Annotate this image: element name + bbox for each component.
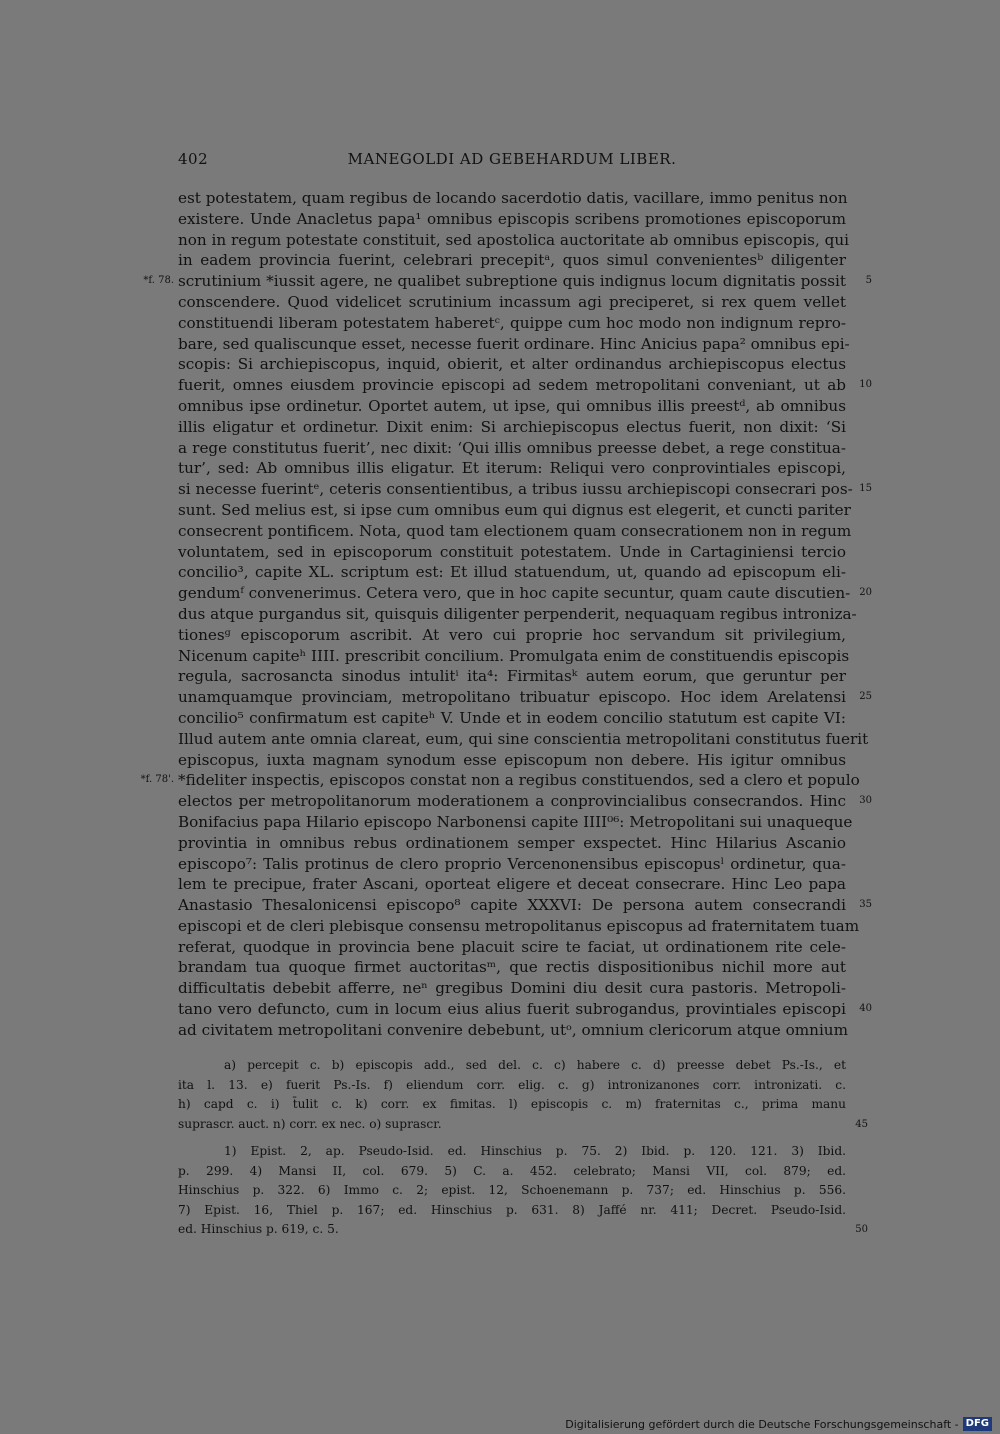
text-line (178, 375, 872, 396)
line-text: existere. Unde Anacletus papa¹ omnibus episcopis scribens promotiones episcoporum (178, 209, 846, 228)
credit-text: Digitalisierung gefördert durch die Deutsche Forschungsgemeinschaft - (565, 1417, 959, 1431)
running-title: MANEGOLDI AD GEBEHARDUM LIBER. (347, 150, 677, 168)
line-text: in eadem provincia fuerint, celebrari precepitᵃ, quos simul convenientesᵇ diligenter (178, 251, 846, 270)
line-text: h) capd c. i) t̄ulit c. k) corr. ex fimitas. l) episcopis c. m) fraternitas c., prima manu (178, 1097, 846, 1111)
text-line (178, 812, 853, 833)
text-line (178, 188, 846, 209)
text-line (178, 1020, 846, 1041)
note-line (178, 1115, 868, 1135)
note-line (178, 1201, 846, 1221)
text-line (178, 916, 860, 937)
line-text: ed. Hinschius p. 619, c. 5. (178, 1222, 339, 1236)
note-line (178, 1181, 846, 1201)
line-text: dus atque purgandus sit, quisquis diligenter perpenderit, nequaquam regibus introniza- (178, 604, 857, 623)
text-line (178, 438, 846, 459)
running-header (178, 150, 846, 172)
line-text: concilio³, capite XL. scriptum est: Et illud statuendum, ut, quando ad episcopum eli- (178, 563, 846, 582)
line-number: 15 (859, 483, 872, 495)
line-text: brandam tua quoque firmet auctoritasᵐ, que rectis dispositionibus nichil more aut (178, 958, 846, 977)
text-line (178, 209, 846, 230)
line-text: 1) Epist. 2, ap. Pseudo-Isid. ed. Hinschius p. 75. 2) Ibid. p. 120. 121. 3) Ibid. (224, 1144, 846, 1158)
text-line (178, 937, 846, 958)
line-text: episcopo⁷: Talis protinus de clero proprio Vercenonensibus episcopusˡ ordinetur, qua- (178, 854, 846, 873)
line-text: suprascr. auct. n) corr. ex nec. o) suprascr. (178, 1116, 442, 1131)
line-text: non in regum potestate constituit, sed apostolica auctoritate ab omnibus episcopis, qui (178, 230, 849, 249)
line-text: fuerit, omnes eiusdem provincie episcopi ad sedem metropolitani conveniant, ut ab (178, 376, 846, 395)
line-number: 45 (855, 1118, 868, 1130)
line-text: lem te precipue, frater Ascani, oporteat eligere et deceat consecrare. Hinc Leo papa (178, 875, 846, 894)
line-text: est potestatem, quam regibus de locando sacerdotio datis, vacillare, immo penitus non (178, 189, 848, 207)
note-line (178, 1162, 846, 1182)
line-text: ad civitatem metropolitani convenire debebunt, utᵒ, omnium clericorum atque omnium (178, 1020, 848, 1039)
main-text (140, 188, 872, 1041)
margin-folio-note: *f. 78. (143, 275, 174, 287)
line-text: 7) Epist. 16, Thiel p. 167; ed. Hinschius p. 631. 8) Jaffé nr. 411; Decret. Pseudo-Isid. (178, 1202, 846, 1217)
line-text: voluntatem, sed in episcoporum constituit potestatem. Unde in Cartaginiensi tercio (178, 542, 846, 561)
line-text: scrutinium *iussit agere, ne qualibet subreptione quis indignus locum dignitatis possit (178, 272, 846, 291)
text-line (143, 271, 872, 292)
critical-apparatus (178, 1056, 868, 1134)
page-number: 402 (178, 150, 209, 168)
line-text: sunt. Sed melius est, si ipse cum omnibus eum qui dignus est elegerit, et cuncti pariter (178, 500, 851, 519)
line-text: unamquamque provinciam, metropolitano tribuatur episcopo. Hoc idem Arelatensi (178, 688, 846, 707)
text-line (178, 500, 851, 521)
line-text: conscendere. Quod videlicet scrutinium incassum agi preciperet, si rex quem vellet (178, 292, 846, 311)
text-line (178, 874, 846, 895)
text-line (178, 313, 846, 334)
line-text: omnibus ipse ordinetur. Oportet autem, ut ipse, qui omnibus illis preestᵈ, ab omnibus (178, 396, 846, 415)
text-line (178, 417, 846, 438)
line-text: episcopus, iuxta magnam synodum esse episcopum non debere. His igitur omnibus (178, 750, 846, 769)
digitization-credit (565, 1416, 992, 1432)
line-text: Nicenum capiteʰ IIII. prescribit concilium. Promulgata enim de constituendis episcopis (178, 646, 850, 665)
line-number: 5 (865, 275, 872, 287)
line-text: electos per metropolitanorum moderationem a conprovincialibus consecrandos. Hinc (178, 792, 846, 811)
line-number: 30 (859, 795, 872, 807)
line-text: scopis: Si archiepiscopus, inquid, obierit, et alter ordinandus archiepiscopus electus (178, 355, 846, 374)
line-number: 25 (859, 691, 872, 703)
line-text: a rege constitutus fuerit’, nec dixit: ‘Qui illis omnibus preesse debet, a rege constitua- (178, 438, 846, 457)
line-text: referat, quodque in provincia bene placuit scire te faciat, ut ordinationem rite cele- (178, 937, 846, 956)
line-text: *fideliter inspectis, episcopos constat non a regibus constituendos, sed a clero et populo (178, 771, 860, 790)
line-text: Illud autem ante omnia clareat, eum, qui sine conscientia metropolitani constitutus fuerit (178, 729, 869, 748)
note-line (178, 1142, 846, 1162)
source-footnotes (178, 1142, 868, 1240)
text-line (178, 833, 846, 854)
line-text: Bonifacius papa Hilario episcopo Narbonensi capite IIII⁰⁶: Metropolitani sui unaqueque (178, 812, 853, 831)
line-text: Hinschius p. 322. 6) Immo c. 2; epist. 12, Schoenemann p. 737; ed. Hinschius p. 556. (178, 1183, 846, 1197)
line-text: regula, sacrosancta sinodus intulitⁱ ita⁴: Firmitasᵏ autem eorum, que geruntur per (178, 667, 846, 686)
line-text: gendumᶠ convenerimus. Cetera vero, que in hoc capite secuntur, quam caute discutien- (178, 584, 851, 603)
margin-folio-note: *f. 78'. (140, 774, 174, 786)
text-line (178, 999, 872, 1020)
line-text: provintia in omnibus rebus ordinationem semper exspectet. Hinc Hilarius Ascanio (178, 833, 846, 852)
text-line (178, 479, 872, 500)
line-text: concilio⁵ confirmatum est capiteʰ V. Unde et in eodem concilio statutum est capite VI: (178, 708, 846, 727)
line-number: 40 (859, 1003, 872, 1015)
text-line (178, 562, 846, 583)
text-line (178, 978, 846, 999)
line-text: si necesse fuerintᵉ, ceteris consentientibus, a tribus iussu archiepiscopi consecrari pos- (178, 480, 853, 499)
line-number: 20 (859, 587, 872, 599)
text-line (178, 458, 846, 479)
note-line (178, 1095, 846, 1115)
text-line (178, 895, 872, 916)
line-text: tionesᵍ episcoporum ascribit. At vero cui proprie hoc servandum sit privilegium, (178, 625, 846, 644)
line-text: illis eligatur et ordinetur. Dixit enim: Si archiepiscopus electus fuerit, non dixit: ‘Si (178, 417, 846, 436)
note-line (178, 1220, 868, 1240)
text-line (178, 521, 852, 542)
text-line (178, 542, 846, 563)
text-line (178, 583, 872, 604)
line-number: 50 (855, 1224, 868, 1235)
line-text: tano vero defuncto, cum in locum eius alius fuerit subrogandus, provintiales episcopi (178, 1000, 846, 1019)
text-line (178, 625, 846, 646)
text-line (178, 396, 846, 417)
line-text: consecrent pontificem. Nota, quod tam electionem quam consecrationem non in regum (178, 521, 852, 540)
line-number: 35 (859, 899, 872, 911)
note-line (178, 1056, 846, 1076)
text-line (140, 770, 860, 791)
line-text: episcopi et de cleri plebisque consensu metropolitanus episcopus ad fraternitatem tuam (178, 916, 860, 935)
text-line (178, 334, 850, 355)
line-text: difficultatis debebit afferre, neⁿ gregibus Domini diu desit cura pastoris. Metropoli- (178, 979, 846, 998)
text-line (178, 292, 846, 313)
text-line (178, 687, 872, 708)
text-line (178, 854, 846, 875)
dfg-logo: DFG (963, 1417, 992, 1431)
text-line (178, 354, 846, 375)
text-line (178, 708, 846, 729)
line-text: constituendi liberam potestatem haberetᶜ, quippe cum hoc modo non indignum repro- (178, 313, 846, 332)
text-line (178, 750, 846, 771)
text-line (178, 729, 869, 750)
note-line (178, 1076, 846, 1096)
text-line (178, 230, 849, 251)
line-text: bare, sed qualiscunque esset, necesse fuerit ordinare. Hinc Anicius papa² omnibus epi- (178, 334, 850, 353)
line-text: a) percepit c. b) episcopis add., sed del. c. c) habere c. d) preesse debet Ps.-Is., et (224, 1058, 846, 1072)
line-text: tur’, sed: Ab omnibus illis eligatur. Et iterum: Reliqui vero conprovintiales episcopi, (178, 459, 846, 478)
text-line (178, 250, 846, 271)
text-line (178, 957, 846, 978)
text-line (178, 646, 850, 667)
text-line (178, 666, 846, 687)
line-text: ita l. 13. e) fuerit Ps.-Is. f) eliendum corr. elig. c. g) intronizanones corr. intronizati. c. (178, 1077, 846, 1092)
line-text: p. 299. 4) Mansi II, col. 679. 5) C. a. 452. celebrato; Mansi VII, col. 879; ed. (178, 1163, 846, 1178)
text-line (178, 791, 872, 812)
line-text: Anastasio Thesalonicensi episcopo⁸ capite XXXVI: De persona autem consecrandi (178, 896, 846, 915)
text-line (178, 604, 857, 625)
line-number: 10 (859, 379, 872, 391)
